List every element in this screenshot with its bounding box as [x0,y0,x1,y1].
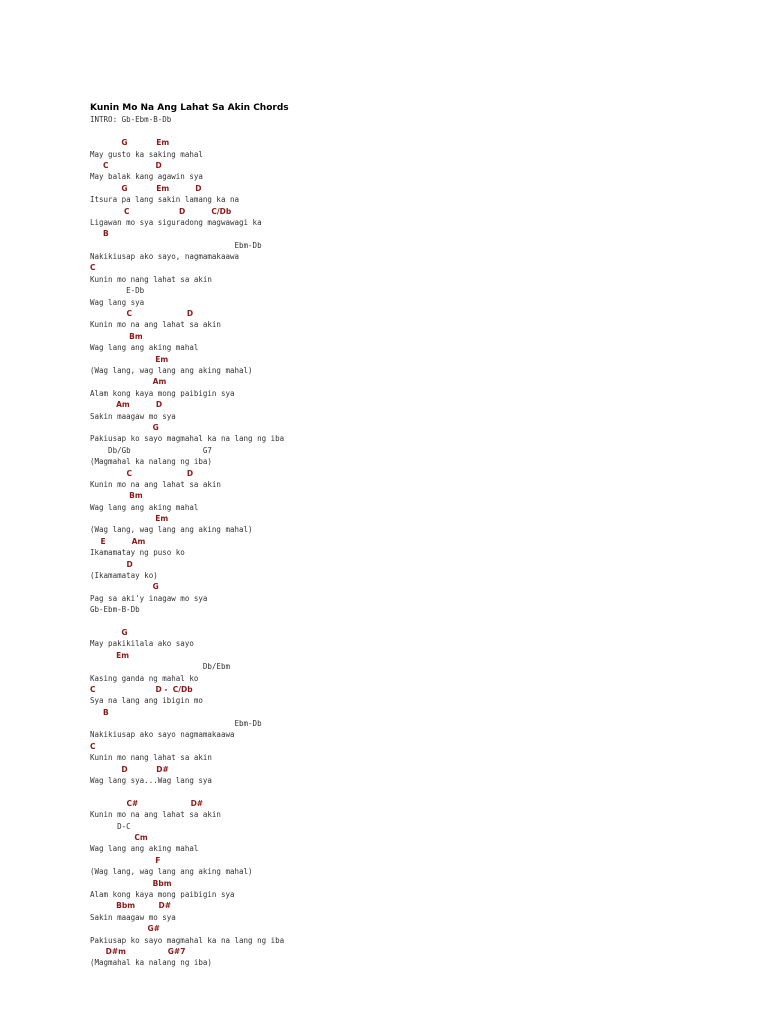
lyric-line: Kunin mo na ang lahat sa akin [90,479,221,489]
chord-line: C D C/Db [90,206,232,216]
chord-line: Bbm D# [90,901,172,911]
lyric-line: Kunin mo nang lahat sa akin [90,274,212,284]
lyric-line: Pag sa aki'y inagaw mo sya [90,593,208,603]
lyric-line: (Magmahal ka nalang ng iba) [90,958,212,968]
blank-line [90,126,730,137]
lyric-line: Alam kong kaya mong paibigin sya [90,388,235,398]
lyric-line: (Ikamamatay ko) [90,571,158,581]
chord-line: Bm [90,491,143,501]
lyric-line: Nakikiusap ako sayo nagmamakaawa [90,730,235,740]
lyric-line: Itsura pa lang sakin lamang ka na [90,195,240,205]
chord-line: C D [90,309,194,319]
chord-line: C D [90,468,194,478]
chord-line: Cm [90,833,148,842]
lyric-line: Ikamamatay ng puso ko [90,548,185,558]
chord-line: G [90,627,128,637]
chord-line: G Em [90,138,170,148]
lyric-line: Kunin mo na ang lahat sa akin [90,320,221,330]
lyric-line: Kunin mo nang lahat sa akin [90,753,212,763]
lyric-line: Sya na lang ang ibigin mo [90,696,203,706]
lyric-line: (Wag lang, wag lang ang aking mahal) [90,525,253,535]
lyric-line: Wag lang ang aking mahal [90,844,199,854]
lyric-line: (Wag lang, wag lang ang aking mahal) [90,867,253,877]
plain-chord-line: Ebm-Db [90,240,262,250]
chord-line: D#m G#7 [90,946,186,956]
lyric-line: Wag lang ang aking mahal [90,343,199,353]
lyric-line: (Magmahal ka nalang ng iba) [90,457,212,467]
chord-line: F [90,855,161,865]
chord-line: D D# [90,764,169,774]
lyric-line: May balak kang agawin sya [90,172,203,182]
lyric-line: May pakikilala ako sayo [90,639,194,649]
lyric-line: Kunin mo na ang lahat sa akin [90,810,221,820]
lyric-line: Sakin maagaw mo sya [90,912,176,922]
lyric-line: Wag lang sya...Wag lang sya [90,776,212,786]
lyric-line: May gusto ka saking mahal [90,149,203,159]
plain-chord-line: Gb-Ebm-B-Db [90,605,140,615]
chord-line: Bbm [90,878,172,888]
chord-line: E Am [90,536,146,546]
plain-chord-line: INTRO: Gb-Ebm-B-Db [90,115,172,125]
plain-chord-line: Db/Ebm [90,662,230,672]
chord-line: C D [90,160,162,170]
plain-chord-line: E-Db [90,286,145,296]
chord-line: G [90,422,159,432]
chord-line: Em [90,650,130,660]
song-title: Kunin Mo Na Ang Lahat Sa Akin Chords [90,103,289,113]
chord-line: G Em D [90,183,202,193]
lyric-line: Pakiusap ko sayo magmahal ka na lang ng iba [90,434,285,444]
lyric-line: Ligawan mo sya siguradong magwawagi ka [90,217,262,227]
chord-line: C# D# [90,798,204,808]
lyric-line: Alam kong kaya mong paibigin sya [90,889,235,899]
chord-line: Em [90,354,169,364]
chord-line: B [90,707,109,717]
lyric-line: Wag lang sya [90,297,145,307]
lyric-line: Wag lang ang aking mahal [90,502,199,512]
plain-chord-line: Ebm-Db [90,719,262,729]
chord-line: G# [90,924,160,934]
chord-line: B [90,229,109,239]
chord-line: C [90,741,96,751]
lyric-line: (Wag lang, wag lang ang aking mahal) [90,365,253,375]
song-lines [90,114,730,968]
chord-line: Am D [90,400,163,410]
chord-line: Bm [90,331,143,341]
lyric-line: Kasing ganda ng mahal ko [90,673,199,683]
plain-chord-line: D-C [90,821,131,831]
chord-line: Am [90,377,167,387]
chord-line: Em [90,514,169,524]
lyric-line: Nakikiusap ako sayo, nagmamakaawa [90,252,240,262]
blank-line [90,616,730,627]
chord-line: G [90,582,159,592]
chord-line: D [90,559,133,569]
lyric-line: Sakin maagaw mo sya [90,411,176,421]
blank-line [90,786,730,797]
chord-sheet [90,103,730,969]
chord-line: C D - C/Db [90,684,193,694]
lyric-line: Pakiusap ko sayo magmahal ka na lang ng iba [90,935,285,945]
chord-line: C [90,263,96,273]
plain-chord-line: Db/Gb G7 [90,445,212,455]
